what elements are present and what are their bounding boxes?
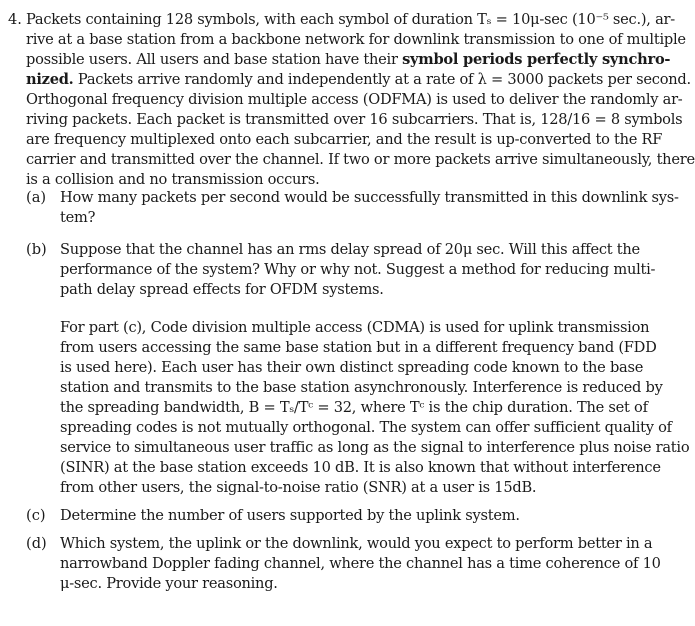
part-b-line-1: Suppose that the channel has an rms delay spread of 20μ sec. Will this affect the xyxy=(60,241,640,258)
part-c-label: (c) xyxy=(26,507,46,524)
intro-line-3-text: possible users. All users and base station have their xyxy=(26,51,403,68)
part-c-intro-line-9: from other users, the signal-to-noise ratio (SNR) at a user is 15dB. xyxy=(60,479,537,496)
intro-line-4-text: Packets arrive randomly and independently at a rate of λ = 3000 packets per second. xyxy=(73,71,691,88)
part-c-intro-line-3: is used here). Each user has their own distinct spreading code known to the base xyxy=(60,359,644,376)
part-a-line-2: tem? xyxy=(60,209,96,226)
part-b-line-3: path delay spread effects for OFDM systems. xyxy=(60,281,384,298)
part-c-intro-line-5: the spreading bandwidth, B = Tₛ/Tᶜ = 32, where Tᶜ is the chip duration. The set of xyxy=(60,399,648,416)
part-c-intro-line-8: (SINR) at the base station exceeds 10 dB. It is also known that without interference xyxy=(60,459,661,476)
part-d-line-2: narrowband Doppler fading channel, where the channel has a time coherence of 10 xyxy=(60,555,661,572)
bold-phrase-nized: nized. xyxy=(26,71,74,88)
part-c-intro-line-4: station and transmits to the base station asynchronously. Interference is reduced by xyxy=(60,379,663,396)
part-c-intro-line-2: from users accessing the same base station but in a different frequency band (FDD xyxy=(60,339,657,356)
intro-line-8: carrier and transmitted over the channel. If two or more packets arrive simultaneously, there xyxy=(26,151,695,168)
intro-line-2: rive at a base station from a backbone network for downlink transmission to one of multiple xyxy=(26,31,686,48)
bold-phrase-synchronized: symbol periods perfectly synchro- xyxy=(402,51,671,68)
intro-line-4 xyxy=(26,70,691,90)
part-a-label: (a) xyxy=(26,189,47,206)
intro-line-6: riving packets. Each packet is transmitted over 16 subcarriers. That is, 128/16 = 8 symbols xyxy=(26,111,683,128)
part-c-intro-line-6: spreading codes is not mutually orthogonal. The system can offer sufficient quality of xyxy=(60,419,672,436)
part-a-line-1: How many packets per second would be successfully transmitted in this downlink sys- xyxy=(60,189,679,206)
intro-line-5: Orthogonal frequency division multiple access (ODFMA) is used to deliver the randomly ar- xyxy=(26,91,683,108)
part-c-line-1: Determine the number of users supported by the uplink system. xyxy=(60,507,520,524)
part-d-line-3: μ-sec. Provide your reasoning. xyxy=(60,575,278,592)
part-b-line-2: performance of the system? Why or why not. Suggest a method for reducing multi- xyxy=(60,261,656,278)
part-d-line-1: Which system, the uplink or the downlink, would you expect to perform better in a xyxy=(60,535,653,552)
part-b-label: (b) xyxy=(26,241,47,258)
problem-number: 4. xyxy=(8,11,22,28)
part-d-label: (d) xyxy=(26,535,47,552)
intro-line-9: is a collision and no transmission occurs. xyxy=(26,171,320,188)
intro-line-1: Packets containing 128 symbols, with each symbol of duration Tₛ = 10μ-sec (10⁻⁵ sec.), ar- xyxy=(26,11,675,28)
intro-line-7: are frequency multiplexed onto each subcarrier, and the result is up-converted to the RF xyxy=(26,131,663,148)
intro-line-3 xyxy=(26,50,670,70)
part-c-intro-line-7: service to simultaneous user traffic as long as the signal to interference plus noise ratio xyxy=(60,439,690,456)
part-c-intro-line-1: For part (c), Code division multiple access (CDMA) is used for uplink transmission xyxy=(60,319,650,336)
